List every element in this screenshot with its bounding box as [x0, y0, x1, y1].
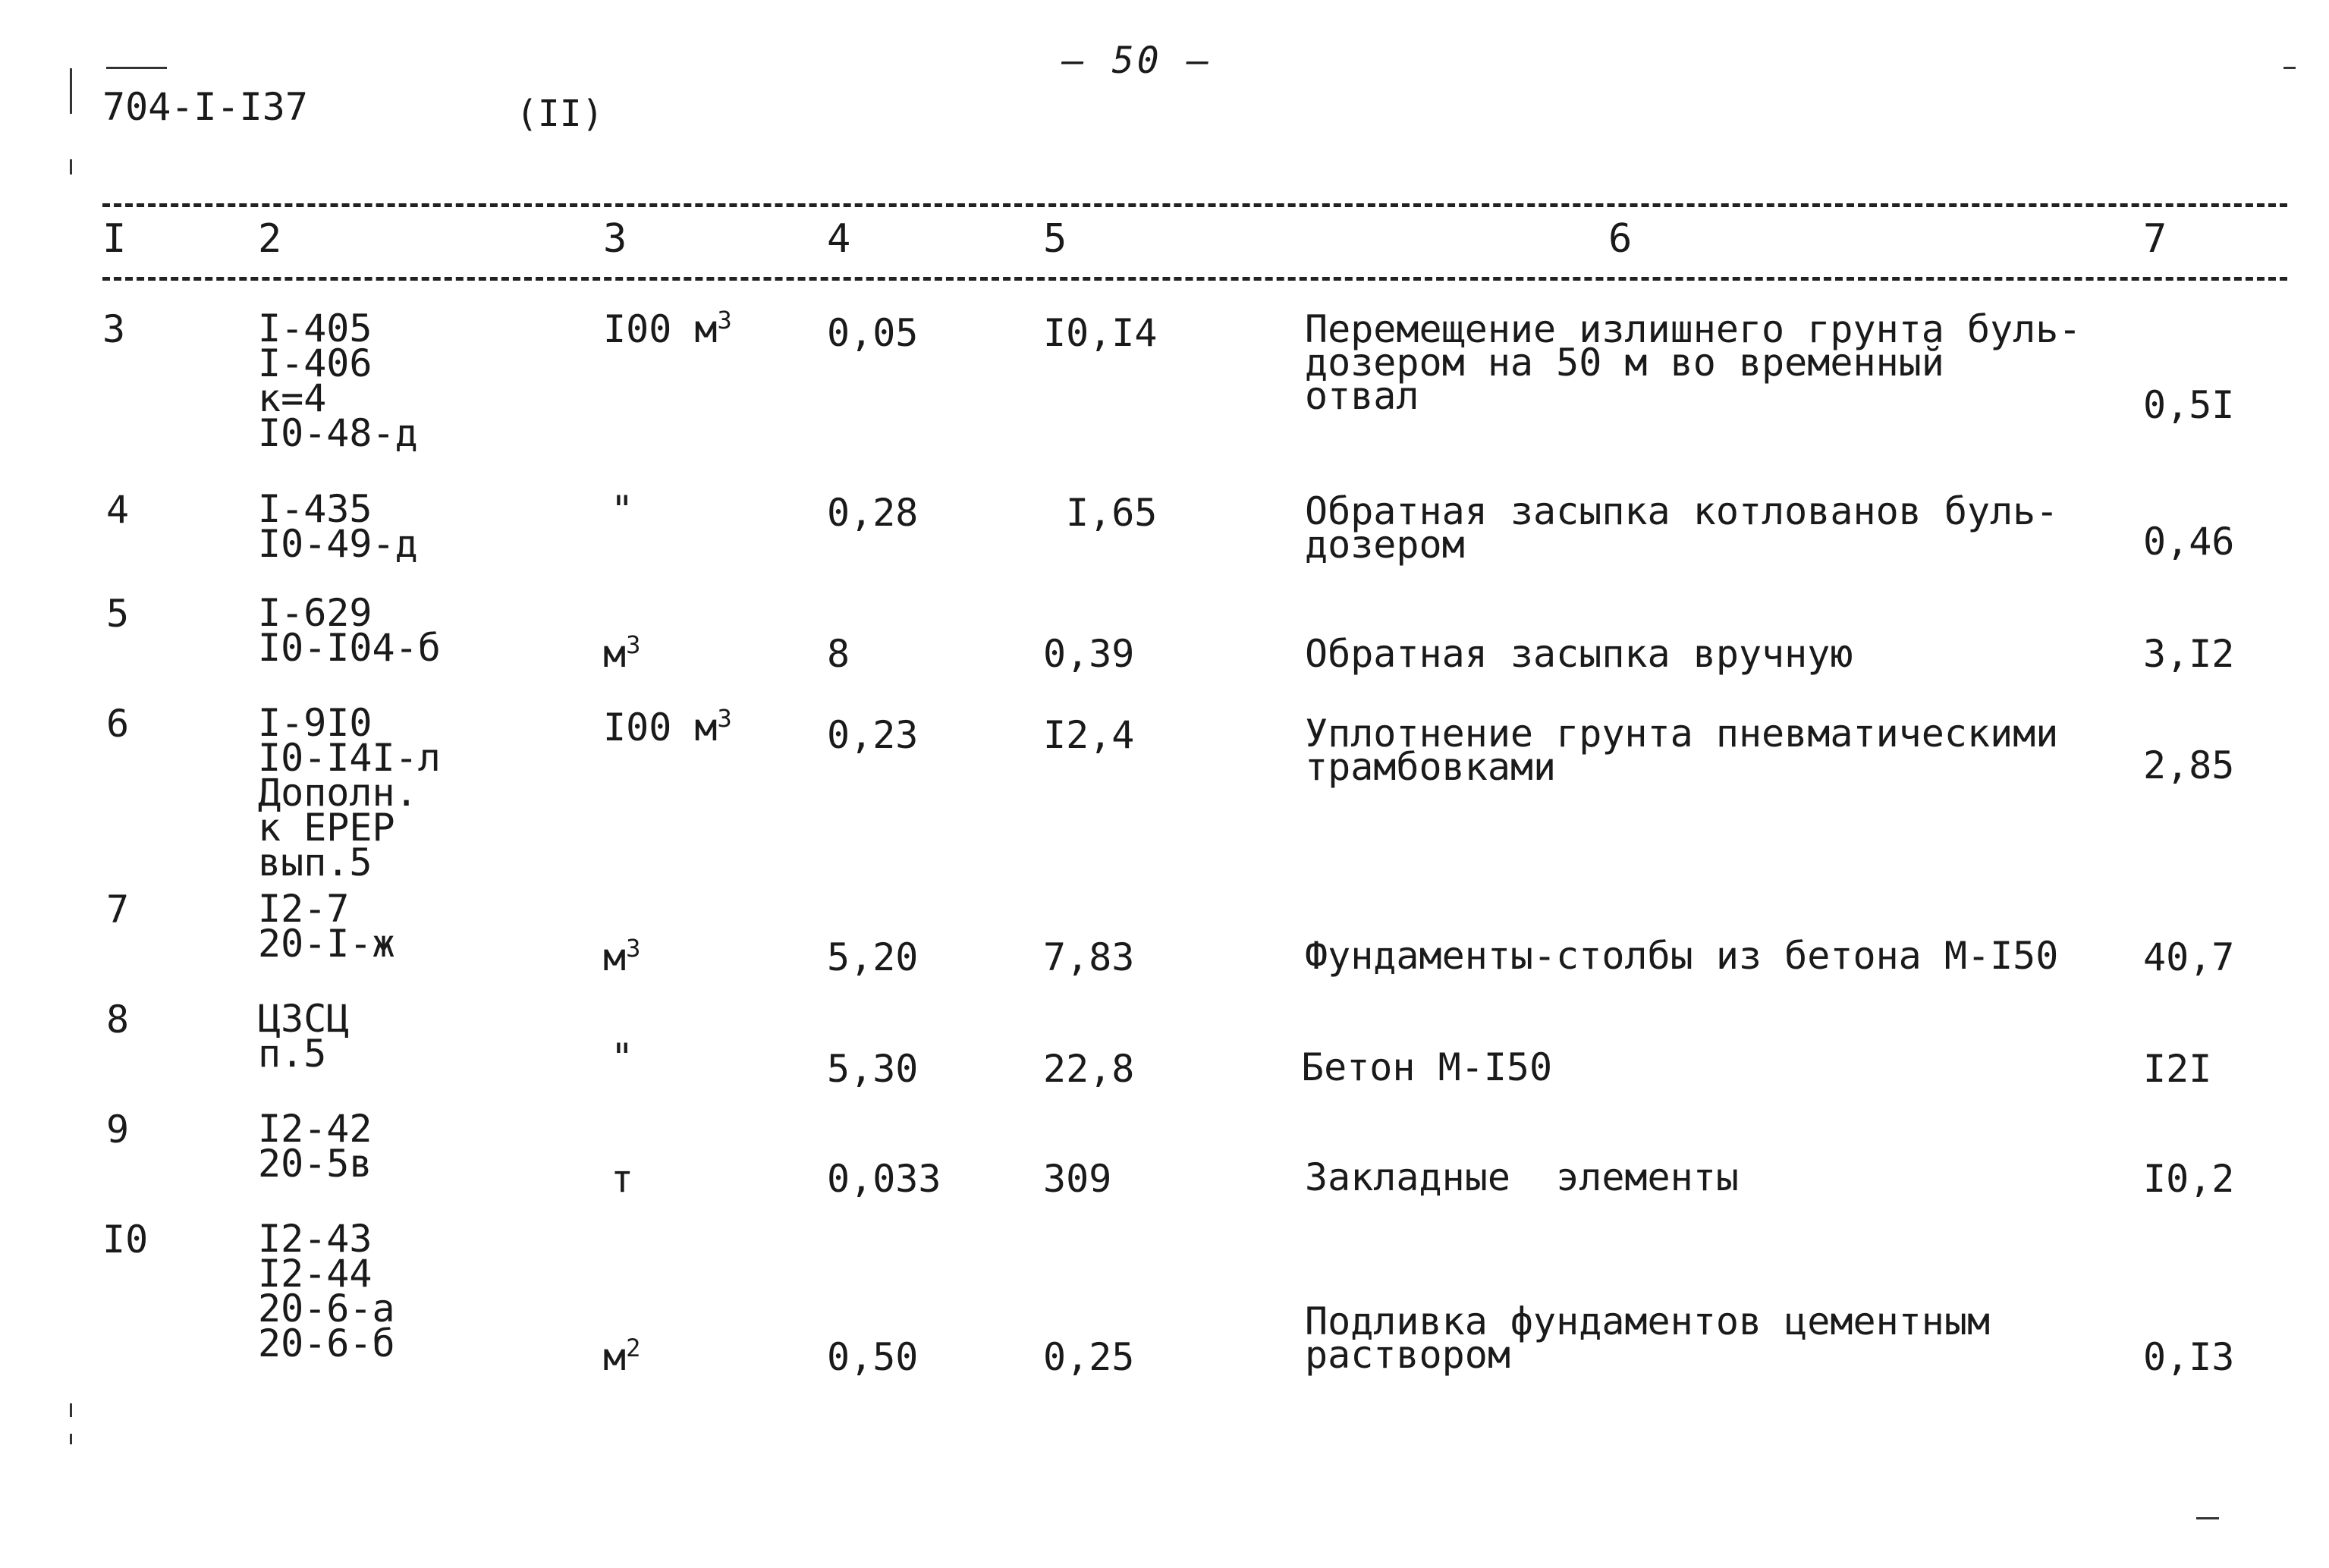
column-header-6: 6 — [1608, 216, 1633, 262]
description-line: раствором — [1305, 1333, 1510, 1377]
unit-cell — [603, 1334, 641, 1379]
unit-price: 0,39 — [1043, 632, 1135, 676]
unit-power: 3 — [626, 630, 641, 659]
margin-mark — [70, 1403, 72, 1417]
unit-price: I2,4 — [1043, 713, 1135, 757]
column-header-3: 3 — [603, 216, 627, 262]
norm-code: I2-44 — [258, 1252, 372, 1296]
norm-code: вып.5 — [258, 841, 372, 885]
unit-power: 3 — [717, 306, 732, 335]
norm-codes — [258, 887, 395, 966]
unit: м — [603, 632, 627, 676]
margin-mark — [70, 1434, 72, 1444]
description-line: Закладные элементы — [1305, 1155, 1739, 1199]
description-line: трамбовками — [1305, 745, 1557, 789]
column-header-4: 4 — [827, 216, 851, 262]
quantity: 8 — [827, 632, 850, 676]
row-number: 5 — [106, 592, 130, 636]
unit-power: 2 — [626, 1334, 641, 1362]
page-number: — 50 — — [1062, 39, 1212, 82]
document-code: 704-I-I37 — [102, 85, 308, 129]
work-description — [1305, 1299, 1991, 1377]
column-header-1: I — [102, 216, 127, 262]
norm-code: I2-42 — [258, 1107, 372, 1151]
norm-code: I-629 — [258, 591, 372, 635]
total-cost: 40,7 — [2143, 935, 2235, 979]
total-cost: 0,I3 — [2143, 1335, 2235, 1379]
work-description — [1301, 1045, 1553, 1089]
unit-price: 22,8 — [1043, 1047, 1135, 1091]
unit-cell — [603, 306, 732, 351]
description-line: дозером на 50 м во временный — [1305, 341, 1944, 385]
description-line: Перемещение излишнего грунта буль- — [1305, 307, 2082, 351]
norm-code: I0-49-д — [258, 522, 418, 566]
unit-power: 3 — [717, 704, 732, 733]
unit-power: 3 — [626, 934, 641, 963]
unit-price: 309 — [1043, 1157, 1112, 1201]
work-description — [1305, 307, 2082, 418]
work-description — [1305, 712, 2059, 789]
unit-cell — [603, 630, 641, 676]
margin-mark — [2283, 67, 2296, 69]
margin-mark — [70, 159, 72, 174]
unit: м — [603, 935, 627, 979]
norm-code: 20-I-ж — [258, 922, 395, 966]
column-header-5: 5 — [1043, 216, 1067, 262]
norm-code: I0-48-д — [258, 411, 418, 455]
norm-code: I-435 — [258, 487, 372, 531]
description-line: Бетон М-I50 — [1301, 1045, 1553, 1089]
norm-code: I-406 — [258, 341, 372, 385]
row-number: 4 — [106, 488, 130, 532]
norm-code: 20-5в — [258, 1142, 372, 1186]
total-cost: 0,5I — [2143, 383, 2235, 427]
row-number: 6 — [106, 702, 130, 746]
margin-mark — [2196, 1517, 2219, 1519]
quantity: 0,28 — [827, 491, 919, 535]
work-description — [1305, 934, 2059, 978]
unit-price: I,65 — [1066, 491, 1158, 535]
norm-codes — [258, 306, 418, 455]
norm-code: к ЕРЕР — [258, 806, 395, 850]
norm-code: 20-6-а — [258, 1287, 395, 1331]
work-description — [1305, 632, 1853, 676]
unit-ditto: " — [611, 488, 634, 532]
norm-code: 20-6-б — [258, 1321, 395, 1365]
row-number: 3 — [102, 307, 126, 351]
total-cost: 3,I2 — [2143, 632, 2235, 676]
unit: I00 м — [603, 307, 718, 351]
norm-codes — [258, 1217, 395, 1365]
norm-code: I-9I0 — [258, 701, 372, 745]
work-description — [1305, 489, 2059, 567]
quantity: 0,033 — [827, 1157, 941, 1201]
unit-cell — [603, 934, 641, 979]
description-line: дозером — [1305, 523, 1465, 567]
description-line: отвал — [1305, 374, 1419, 418]
table-top-rule — [102, 203, 2287, 207]
norm-code: I2-43 — [258, 1217, 372, 1261]
unit-cell — [603, 704, 732, 749]
norm-codes — [258, 997, 350, 1076]
norm-code: ЦЗСЦ — [258, 997, 350, 1041]
row-number: I0 — [102, 1218, 149, 1262]
norm-code: к=4 — [258, 376, 327, 420]
norm-codes — [258, 1107, 372, 1186]
quantity: 0,05 — [827, 311, 919, 355]
unit: I00 м — [603, 705, 718, 749]
quantity: 5,30 — [827, 1047, 919, 1091]
margin-mark — [70, 68, 72, 114]
norm-codes — [258, 591, 441, 670]
total-cost: I0,2 — [2143, 1157, 2235, 1201]
row-number: 8 — [106, 998, 130, 1042]
description-line: Обратная засыпка котлованов буль- — [1305, 489, 2059, 533]
unit-price: 7,83 — [1043, 935, 1135, 979]
description-line: Фундаменты-столбы из бетона М-I50 — [1305, 934, 2059, 978]
total-cost: 0,46 — [2143, 520, 2235, 564]
description-line: Подливка фундаментов цементным — [1305, 1299, 1991, 1343]
norm-codes — [258, 487, 418, 566]
unit-price: I0,I4 — [1043, 311, 1158, 355]
work-description — [1305, 1155, 1739, 1199]
row-number: 9 — [106, 1108, 130, 1152]
norm-code: I2-7 — [258, 887, 350, 931]
margin-mark — [106, 67, 167, 69]
unit: т — [611, 1157, 634, 1201]
quantity: 5,20 — [827, 935, 919, 979]
norm-code: Дополн. — [258, 771, 418, 815]
unit-ditto: " — [611, 1035, 634, 1079]
unit-price: 0,25 — [1043, 1335, 1135, 1379]
quantity: 0,50 — [827, 1335, 919, 1379]
norm-code: I-405 — [258, 306, 372, 350]
norm-code: п.5 — [258, 1032, 327, 1076]
table-header-rule — [102, 277, 2287, 281]
column-header-7: 7 — [2143, 216, 2167, 262]
column-header-2: 2 — [258, 216, 282, 262]
unit: м — [603, 1335, 627, 1379]
norm-codes — [258, 701, 441, 885]
norm-code: I0-I4I-л — [258, 736, 441, 780]
description-line: Обратная засыпка вручную — [1305, 632, 1853, 676]
quantity: 0,23 — [827, 713, 919, 757]
row-number: 7 — [106, 888, 130, 932]
description-line: Уплотнение грунта пневматическими — [1305, 712, 2059, 756]
total-cost: I2I — [2143, 1047, 2212, 1091]
norm-code: I0-I04-б — [258, 626, 441, 670]
document-part: (II) — [516, 93, 604, 135]
total-cost: 2,85 — [2143, 743, 2235, 787]
